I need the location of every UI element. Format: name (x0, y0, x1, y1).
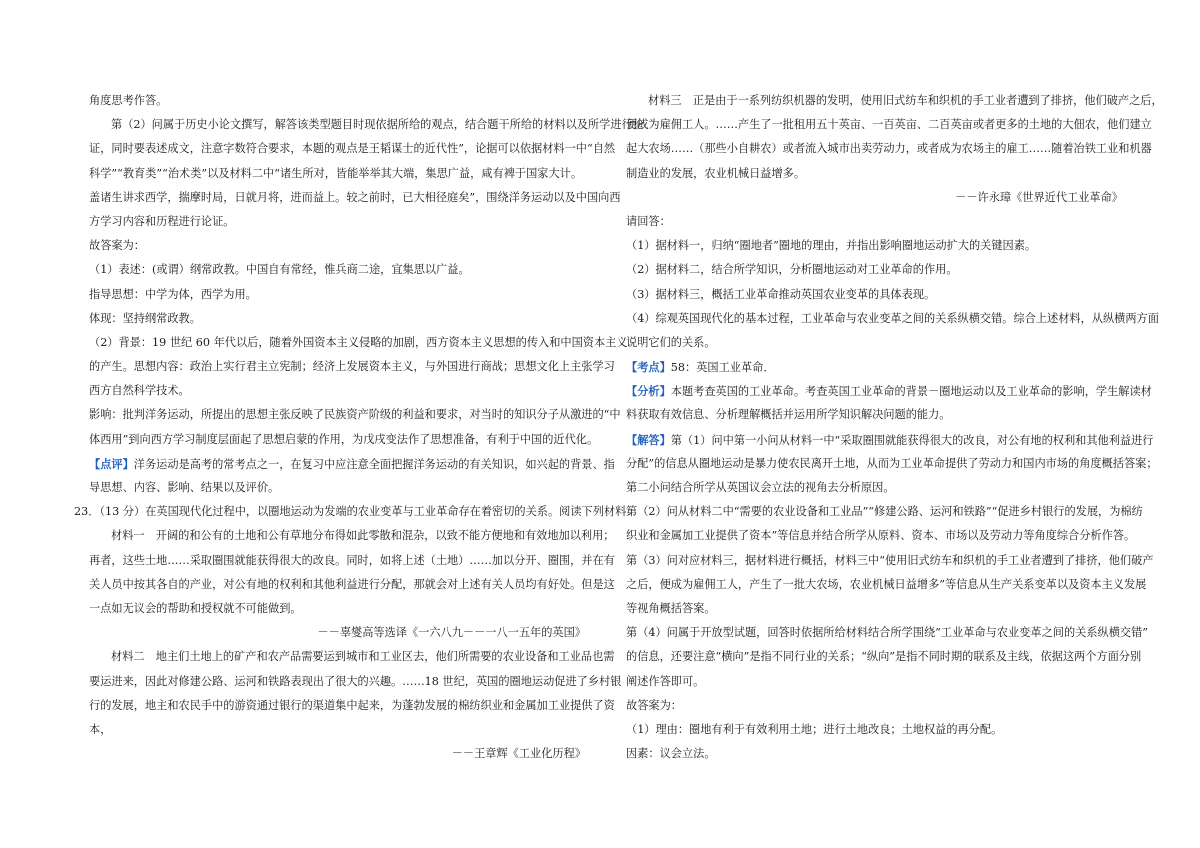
text-line: 方学习内容和历程进行论证。 (89, 214, 235, 228)
question-line: 请回答： (626, 214, 671, 228)
question-line: （2）据材料二，结合所学知识，分析圈地运动对工业革命的作用。 (626, 263, 958, 277)
text-line: 之后，便成为雇佣工人，产生了一批大农场，农业机械日益增多”等信息从生产关系变革以及资本主义发展 (626, 577, 1147, 591)
text-line: 导思想、内容、影响、结果以及评价。 (89, 481, 280, 494)
text-line: 第（3）问对应材料三，据材料进行概括，材料三中“使用旧式纺车和织机的手工业者遭到了排挤，他们破产 (626, 553, 1154, 567)
text-line: 故答案为： (626, 698, 682, 712)
text-line: 料获取有效信息、分析理解概括并运用所学知识解决问题的能力。 (626, 408, 951, 422)
text-line: 第（4）问属于开放型试题，回答时依据所给材料结合所学围绕“工业革命与农业变革之间的关系纵横交错” (626, 626, 1148, 640)
text-line: 因素：议会立法。 (626, 747, 716, 761)
text-line: 故答案为： (89, 239, 145, 253)
kaodian-text: 58：英国工业革命． (670, 361, 775, 375)
text-line: 第二小问结合所学从英国议会立法的视角去分析原因。 (626, 481, 895, 494)
comment-tag: 【点评】 (89, 456, 134, 471)
material-source: －－辜燮高等选译《一六八九－－一八一五年的英国》 (317, 626, 586, 640)
text-line: 第（2）问属于历史小论文撰写，解答该类型题目时现依据所给的观点，结合题干所给的材料以及所学进行论 (111, 118, 644, 132)
answer-line (626, 428, 1154, 452)
material-line: 制造业的发展，农业机械日益增多。 (626, 166, 806, 180)
kaodian-tag: 【考点】 (626, 360, 671, 375)
material-source: －－王章辉《工业化历程》 (451, 747, 586, 761)
left-column (74, 89, 644, 766)
material-line: 要运进来，因此对修建公路、运河和铁路表现出了很大的兴趣。……18 世纪，英国的圈地运动促进了乡村银 (89, 674, 622, 688)
text-line: 角度思考作答。 (89, 94, 168, 107)
comment-text: 洋务运动是高考的常考点之一，在复习中应注意全面把握洋务运动的有关知识，如兴起的背景、指 (133, 457, 615, 471)
text-line: 西方自然科学技术。 (89, 384, 190, 398)
question-line: （4）综观英国现代化的基本过程，工业革命与农业变革之间的关系纵横交错。综合上述材料，从纵横两方面 (626, 311, 1159, 325)
text-line: 第（2）问从材料二中“需要的农业设备和工业品”“修建公路、运河和铁路”“促进乡村银行的发展，为棉纺 (626, 505, 1143, 519)
material-source: －－许永璋《世界近代工业革命》 (955, 190, 1123, 204)
text-line: 体西用”到向西方学习制度层面起了思想启蒙的作用，为戊戌变法作了思想准备，有利于中国的近代化。 (89, 432, 599, 446)
material-line: 材料二 地主们土地上的矿产和农产品需要运到城市和工业区去，他们所需要的农业设备和工业品也需 (111, 650, 615, 664)
right-column (626, 89, 1163, 766)
text-line: 织业和金属加工业提供了资本”等信息并结合所学从原料、资本、市场以及劳动力等角度综合分析作答。 (626, 529, 1136, 543)
text-line: 证，同时要表述成文，注意字数符合要求，本题的观点是王韬谋士的近代性”，论据可以依据材料一中“自然 (89, 142, 616, 156)
material-line: 便成为雇佣工人。……产生了一批租用五十英亩、一百英亩、二百英亩或者更多的土地的大佃农，他们建立 (626, 118, 1152, 132)
question-line: （1）据材料一，归纳“圈地者”圈地的理由，并指出影响圈地运动扩大的关键因素。 (626, 239, 1037, 253)
text-line: 体现：坚持纲常政教。 (89, 311, 201, 325)
question-stem (74, 500, 638, 524)
material-line: 行的发展，地主和农民手中的游资通过银行的渠道集中起来，为蓬勃发展的棉纺织业和金属加工业提供了资 (89, 698, 615, 712)
question-line: （3）据材料三，概括工业革命推动英国农业变革的具体表现。 (626, 287, 936, 301)
kaodian-line (626, 355, 1127, 379)
material-line: 材料一 开阔的和公有的土地和公有草地分布得如此零散和混杂，以致不能方便地和有效地加以利用； (111, 529, 615, 543)
analysis-line (626, 379, 1152, 403)
comment-line (89, 452, 615, 476)
text-line: 的产生。思想内容：政治上实行君主立宪制；经济上发展资本主义，与外国进行商战；思想文化上主张学习 (89, 360, 615, 374)
text-line: （1）表述：(或谓）纲常政教。中国自有常经，惟兵商二途，宜集思以广益。 (89, 263, 470, 277)
text-line: （1）理由：圈地有利于有效利用土地；进行土地改良；土地权益的再分配。 (626, 722, 1003, 736)
text-line: 影响：批判洋务运动，所提出的思想主张反映了民族资产阶级的利益和要求，对当时的知识分子从激进的“中 (89, 408, 621, 422)
question-stem-text: （13 分）在英国现代化过程中，以圈地运动为发端的农业变革与工业革命存在着密切的关系。阅读下列材料： (99, 505, 638, 519)
text-line: （2）背景：19 世纪 60 年代以后，随着外国资本主义侵略的加剧，西方资本主义思想的传入和中国资本主义 (89, 335, 628, 349)
question-line: 说明它们的关系。 (626, 335, 716, 349)
text-line: 阐述作答即可。 (626, 674, 705, 688)
material-line: 关人员中按其各自的产业，对公有地的权利和其他利益进行分配，那就会对上述有关人员均有好处。但是这 (89, 577, 615, 591)
material-line: 再者，这些土地……采取圈围就能获得很大的改良。同时，如将上述（土地）……加以分开、圈围，并在有 (89, 553, 615, 567)
material-line: 起大农场……（那些小自耕农）或者流入城市出卖劳动力，或者成为农场主的雇工……随着冶铁工业和机器 (626, 142, 1152, 156)
analysis-tag: 【分析】 (626, 384, 671, 399)
question-number: 23． (74, 505, 100, 519)
material-line: 一点如无议会的帮助和授权就不可能做到。 (89, 601, 302, 615)
text-line: 盖诸生讲求西学，揣摩时局，日就月将，进而益上。较之前时，已大相径庭矣”，围绕洋务运动以及中国向西 (89, 190, 621, 204)
text-line: 分配”的信息从圈地运动是暴力使农民离开土地，从而为工业革命提供了劳动力和国内市场的角度概括答案； (626, 456, 1158, 470)
answer-text: 第（1）问中第一小问从材料一中“采取圈围就能获得很大的改良，对公有地的权利和其他利益进行 (670, 433, 1154, 447)
answer-tag: 【解答】 (626, 432, 671, 447)
text-line: 等视角概括答案。 (626, 601, 716, 615)
material-line: 材料三 正是由于一系列纺织机器的发明，使用旧式纺车和织机的手工业者遭到了排挤，他们破产之后， (648, 94, 1163, 107)
analysis-text: 本题考查英国的工业革命。考查英国工业革命的背景－圈地运动以及工业革命的影响，学生解读材 (670, 385, 1152, 399)
material-line: 本， (89, 722, 112, 736)
text-line: 指导思想：中学为体，西学为用。 (89, 287, 257, 301)
text-line: 科学”“教育类”“治术类”以及材料二中“诸生所对，皆能举举其大端，集思广益，咸有裨于国家大计。 (89, 166, 583, 180)
text-line: 的信息，还要注意“横向”是指不同行业的关系；“纵向”是指不同时期的联系及主线，依据这两个方面分别 (626, 650, 1142, 664)
